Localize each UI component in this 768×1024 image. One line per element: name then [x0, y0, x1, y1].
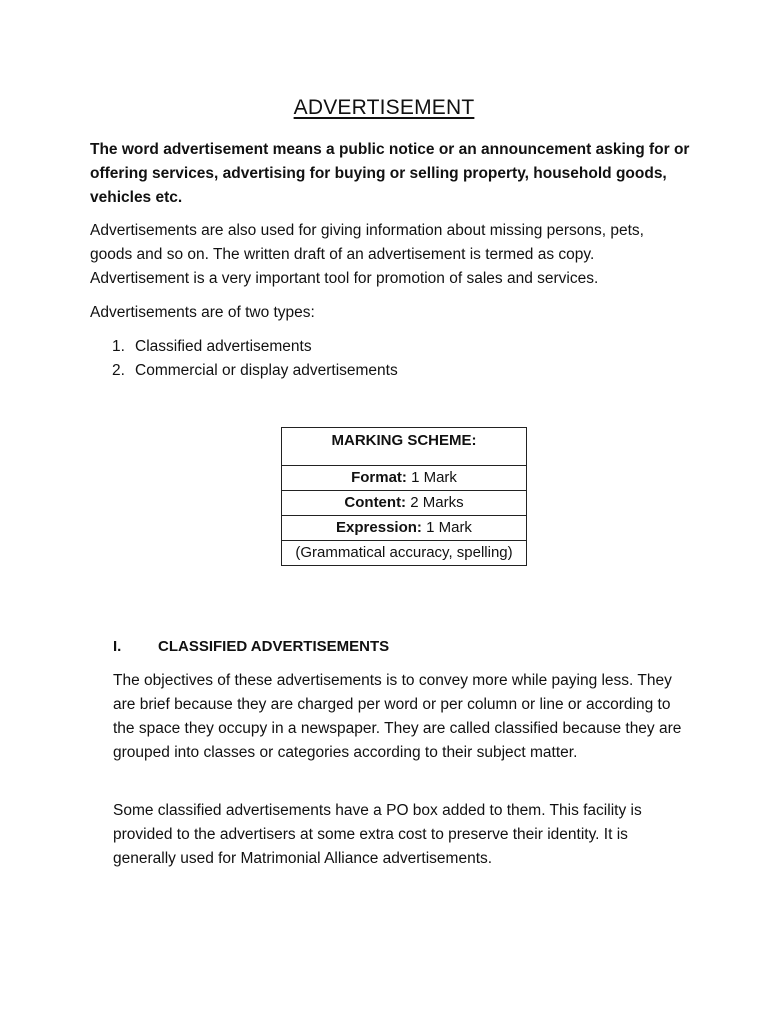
- marking-label: Expression:: [336, 519, 422, 536]
- marking-row-content: [282, 491, 527, 516]
- marking-scheme-heading: MARKING SCHEME:: [282, 428, 527, 466]
- marking-value: 1 Mark: [411, 469, 457, 486]
- section-title: CLASSIFIED ADVERTISEMENTS: [158, 638, 390, 655]
- section-numeral: I.: [113, 638, 122, 655]
- table-row: [282, 491, 527, 516]
- marking-note: (Grammatical accuracy, spelling): [282, 541, 527, 566]
- list-item-number: 1.: [112, 338, 125, 355]
- uses-paragraph: Advertisements are also used for giving information about missing persons, pets, goods and so on. The written draft of an advertisement is termed as copy. Advertisement is a very important tool for promotion of sales and services.: [90, 222, 644, 287]
- types-list: [90, 335, 690, 383]
- intro-paragraph: The word advertisement means a public notice or an announcement asking for or offering services, advertising for buying or selling property, household goods, vehicles etc.: [90, 141, 690, 206]
- marking-value: 1 Mark: [426, 519, 472, 536]
- list-item-label: Classified advertisements: [135, 338, 312, 355]
- list-item: [90, 335, 690, 359]
- marking-label: Content:: [344, 494, 407, 511]
- table-row: [282, 466, 527, 491]
- po-box-paragraph: Some classified advertisements have a PO box added to them. This facility is provided to the advertisers at some extra cost to preserve their identity. It is generally used for Matrimonial Alliance advertisements.: [113, 802, 642, 867]
- marking-value: 2 Marks: [410, 494, 464, 511]
- list-item-number: 2.: [112, 362, 125, 379]
- marking-row-format: [282, 466, 527, 491]
- table-row: [282, 541, 527, 566]
- marking-row-expression: [282, 516, 527, 541]
- marking-label: Format:: [351, 469, 407, 486]
- objectives-paragraph: The objectives of these advertisements is to convey more while paying less. They are brief because they are charged per word or per column or line or according to the space they occupy in a newspaper. They are called classified because they are grouped into classes or categories according to their subject matter.: [113, 672, 682, 761]
- types-intro: Advertisements are of two types:: [90, 304, 315, 321]
- section-heading: [113, 636, 389, 658]
- marking-scheme-table: [281, 427, 527, 566]
- list-item-label: Commercial or display advertisements: [135, 362, 398, 379]
- table-row: [282, 428, 527, 466]
- table-row: [282, 516, 527, 541]
- list-item: [90, 359, 690, 383]
- page-title: ADVERTISEMENT: [293, 96, 475, 119]
